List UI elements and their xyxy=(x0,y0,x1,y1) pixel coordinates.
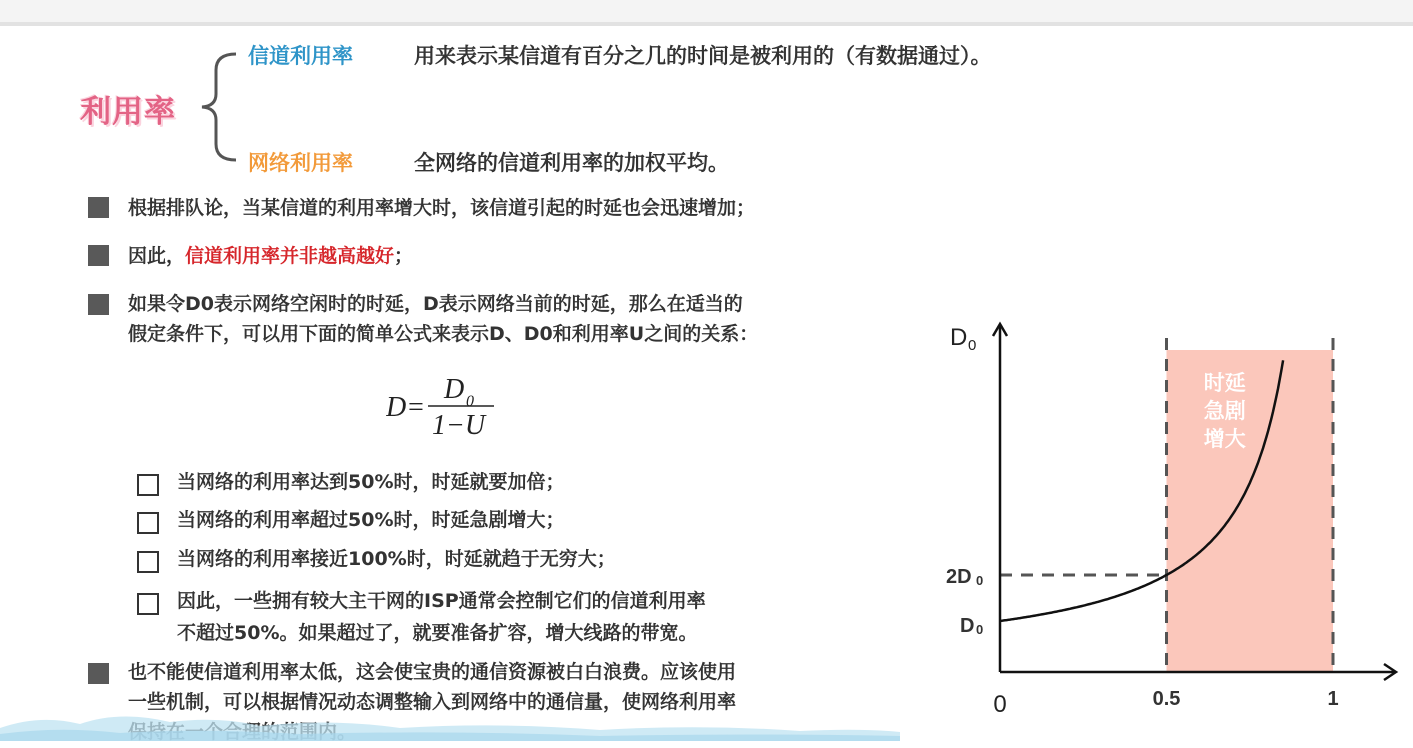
region-label-line2: 急剧 xyxy=(1203,400,1246,423)
checklist-item-3: 当网络的利用率接近100%时，时延就趋于无穷大； xyxy=(177,548,616,570)
formula-numerator-sub: 0 xyxy=(466,393,474,410)
checklist-item-4: 因此，一些拥有较大主干网的ISP通常会控制它们的信道利用率 xyxy=(177,590,706,612)
checklist-item-4-cont: 不超过50%。如果超过了，就要准备扩容，增大线路的带宽。 xyxy=(177,622,698,644)
checkbox-icon xyxy=(137,512,159,534)
bullet-square-icon xyxy=(88,245,109,266)
delay-formula xyxy=(386,370,506,440)
decorative-wave xyxy=(0,706,900,741)
region-label-line3: 增大 xyxy=(1203,428,1246,451)
bullet-square-icon xyxy=(88,294,109,315)
network-utilization-term: 网络利用率 xyxy=(248,151,353,175)
network-utilization-desc: 全网络的信道利用率的加权平均。 xyxy=(414,151,729,175)
region-label-line1: 时延 xyxy=(1203,372,1246,395)
x-tick-0: 0 xyxy=(993,691,1007,718)
bullet-queuing-theory: 根据排队论，当某信道的利用率增大时，该信道引起的时延也会迅速增加； xyxy=(128,197,756,219)
bullet-formula-intro-line1: 如果令D0表示网络空闲时的时延，D表示网络当前的时延，那么在适当的 xyxy=(128,293,743,315)
formula-denominator: 1−U xyxy=(432,410,486,440)
y-tick-d0 xyxy=(960,615,983,637)
y-tick-2d0 xyxy=(946,566,983,588)
checklist-item-2: 当网络的利用率超过50%时，时延急剧增大； xyxy=(177,509,565,531)
bullet-square-icon xyxy=(88,197,109,218)
y-axis-label: D xyxy=(950,324,968,351)
utilization-title: 利用率 xyxy=(80,94,176,130)
x-tick-one: 1 xyxy=(1327,688,1339,710)
y-tick-2d0-sub: 0 xyxy=(976,573,984,588)
delay-utilization-chart xyxy=(930,310,1405,730)
bullet-text-prefix: 因此， xyxy=(128,245,186,267)
bullet-text-suffix: ； xyxy=(394,245,414,267)
checkbox-icon xyxy=(137,593,159,615)
bullet-formula-intro-line2: 假定条件下，可以用下面的简单公式来表示D、D0和利用率U之间的关系： xyxy=(128,323,759,345)
highlight-text: 信道利用率并非越高越好 xyxy=(185,245,395,267)
channel-utilization-term: 信道利用率 xyxy=(248,44,353,68)
bullet-not-too-low-line1: 也不能使信道利用率太低，这会使宝贵的通信资源被白白浪费。应该使用 xyxy=(128,661,737,683)
formula-numerator: D xyxy=(444,374,465,405)
checkbox-icon xyxy=(137,474,159,496)
rapid-increase-region xyxy=(1167,350,1334,672)
curly-brace-icon xyxy=(196,48,246,166)
y-tick-d0-main: D xyxy=(960,615,975,637)
x-tick-half: 0.5 xyxy=(1152,688,1181,710)
bullet-square-icon xyxy=(88,663,109,684)
checkbox-icon xyxy=(137,551,159,573)
top-bar xyxy=(0,0,1413,26)
channel-utilization-desc: 用来表示某信道有百分之几的时间是被利用的（有数据通过）。 xyxy=(414,44,992,68)
bullet-not-higher-better xyxy=(128,240,413,272)
checklist-item-1: 当网络的利用率达到50%时，时延就要加倍； xyxy=(177,471,565,493)
formula-lhs: D= xyxy=(386,392,426,423)
y-tick-2d0-main: 2D xyxy=(946,566,972,588)
y-axis-label-sub: 0 xyxy=(968,337,977,354)
bullet-not-too-low-line2: 一些机制，可以根据情况动态调整输入到网络中的通信量，使网络利用率 xyxy=(128,691,737,713)
y-tick-d0-sub: 0 xyxy=(976,622,984,637)
